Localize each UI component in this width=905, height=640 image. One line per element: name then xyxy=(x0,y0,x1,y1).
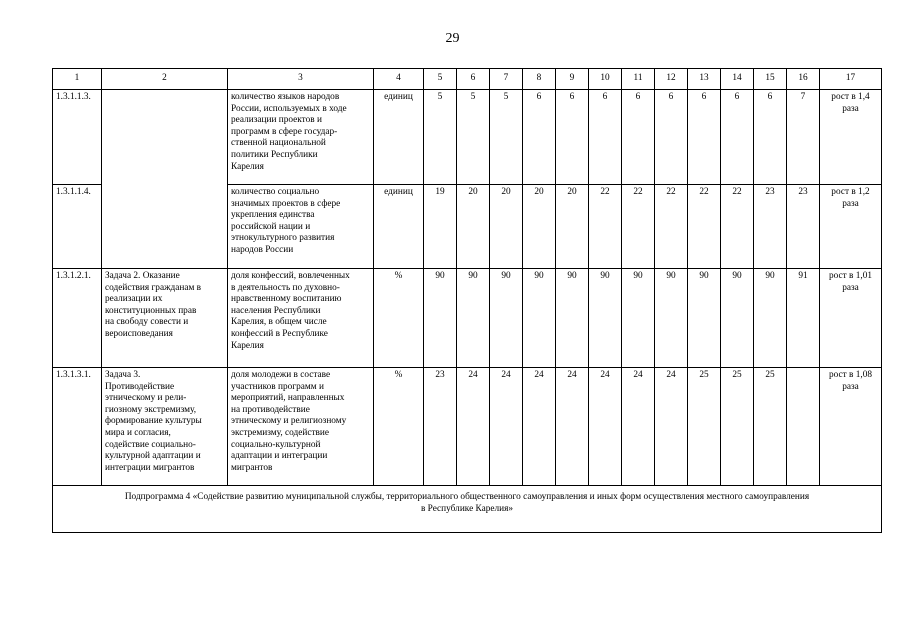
result-cell: рост в 1,2 раза xyxy=(820,185,882,269)
header-cell: 8 xyxy=(523,69,556,90)
value-cell: 24 xyxy=(622,368,655,486)
value-cell: 20 xyxy=(523,185,556,269)
value-cell: 25 xyxy=(688,368,721,486)
result-cell: рост в 1,01 раза xyxy=(820,269,882,368)
header-cell: 17 xyxy=(820,69,882,90)
value-cell: 22 xyxy=(655,185,688,269)
header-cell: 10 xyxy=(589,69,622,90)
value-cell: 90 xyxy=(688,269,721,368)
value-cell: 22 xyxy=(688,185,721,269)
value-cell xyxy=(787,368,820,486)
header-row xyxy=(53,69,882,90)
header-cell: 2 xyxy=(102,69,228,90)
unit-cell: % xyxy=(374,368,424,486)
value-cell: 24 xyxy=(589,368,622,486)
value-cell: 6 xyxy=(688,90,721,185)
value-cell: 20 xyxy=(490,185,523,269)
value-cell: 5 xyxy=(457,90,490,185)
result-cell: рост в 1,08 раза xyxy=(820,368,882,486)
value-cell: 6 xyxy=(622,90,655,185)
table-row xyxy=(53,368,882,486)
header-cell: 7 xyxy=(490,69,523,90)
header-cell: 3 xyxy=(228,69,374,90)
result-cell: рост в 1,4 раза xyxy=(820,90,882,185)
value-cell: 24 xyxy=(457,368,490,486)
value-cell: 19 xyxy=(424,185,457,269)
unit-cell: единиц xyxy=(374,90,424,185)
table-row xyxy=(53,269,882,368)
indicator-cell: количество языков народов России, используемых в ходе реализации проектов и программ в сфере государ- ственной национальной политики Республики Карелия xyxy=(228,90,374,185)
task-cell xyxy=(102,90,228,269)
value-cell: 5 xyxy=(490,90,523,185)
header-cell: 6 xyxy=(457,69,490,90)
value-cell: 90 xyxy=(655,269,688,368)
header-cell: 1 xyxy=(53,69,102,90)
value-cell: 24 xyxy=(655,368,688,486)
header-cell: 11 xyxy=(622,69,655,90)
value-cell: 90 xyxy=(589,269,622,368)
header-cell: 4 xyxy=(374,69,424,90)
value-cell: 90 xyxy=(424,269,457,368)
value-cell: 90 xyxy=(523,269,556,368)
value-cell: 6 xyxy=(589,90,622,185)
value-cell: 24 xyxy=(556,368,589,486)
value-cell: 90 xyxy=(490,269,523,368)
value-cell: 90 xyxy=(556,269,589,368)
value-cell: 6 xyxy=(523,90,556,185)
indicator-cell: количество социально значимых проектов в сфере укрепления единства российской нации и этнокультурного развития народов России xyxy=(228,185,374,269)
value-cell: 90 xyxy=(457,269,490,368)
value-cell: 22 xyxy=(589,185,622,269)
indicator-cell: доля конфессий, вовлеченных в деятельность по духовно- нравственному воспитанию населения Республики Карелия, в общем числе конфессий в Республике Карелия xyxy=(228,269,374,368)
indicators-table xyxy=(52,68,882,533)
value-cell: 25 xyxy=(754,368,787,486)
table-row xyxy=(53,90,882,185)
row-code: 1.3.1.2.1. xyxy=(53,269,102,368)
value-cell: 23 xyxy=(754,185,787,269)
indicator-cell: доля молодежи в составе участников программ и мероприятий, направленных на противодействие этническому и религиозному экстремизму, содействие социально-культурной адаптации и интеграции мигрантов xyxy=(228,368,374,486)
value-cell: 24 xyxy=(490,368,523,486)
subprogram-line-1: Подпрограмма 4 «Содействие развитию муниципальной службы, территориального общественного самоуправления и иных форм осуществления местного самоуправления xyxy=(124,492,810,502)
value-cell: 5 xyxy=(424,90,457,185)
value-cell: 90 xyxy=(721,269,754,368)
header-cell: 15 xyxy=(754,69,787,90)
page-number: 29 xyxy=(445,31,460,46)
unit-cell: единиц xyxy=(374,185,424,269)
value-cell: 20 xyxy=(457,185,490,269)
value-cell: 20 xyxy=(556,185,589,269)
value-cell: 6 xyxy=(556,90,589,185)
value-cell: 6 xyxy=(754,90,787,185)
row-code: 1.3.1.3.1. xyxy=(53,368,102,486)
subprogram-line-2: в Республике Карелия» xyxy=(420,503,514,514)
value-cell: 22 xyxy=(721,185,754,269)
value-cell: 25 xyxy=(721,368,754,486)
value-cell: 24 xyxy=(523,368,556,486)
subprogram-title xyxy=(53,486,882,533)
header-cell: 12 xyxy=(655,69,688,90)
subprogram-row xyxy=(53,486,882,533)
unit-cell: % xyxy=(374,269,424,368)
header-cell: 14 xyxy=(721,69,754,90)
header-cell: 13 xyxy=(688,69,721,90)
value-cell: 23 xyxy=(424,368,457,486)
value-cell: 22 xyxy=(622,185,655,269)
value-cell: 7 xyxy=(787,90,820,185)
value-cell: 90 xyxy=(754,269,787,368)
value-cell: 6 xyxy=(655,90,688,185)
row-code: 1.3.1.1.4. xyxy=(53,185,102,269)
value-cell: 6 xyxy=(721,90,754,185)
task-cell: Задача 3. Противодействие этническому и рели- гиозному экстремизму, формирование культуры мира и согласия, содействие социально- культурной адаптации и интеграции мигрантов xyxy=(102,368,228,486)
value-cell: 23 xyxy=(787,185,820,269)
value-cell: 91 xyxy=(787,269,820,368)
header-cell: 9 xyxy=(556,69,589,90)
header-cell: 5 xyxy=(424,69,457,90)
row-code: 1.3.1.1.3. xyxy=(53,90,102,185)
value-cell: 90 xyxy=(622,269,655,368)
header-cell: 16 xyxy=(787,69,820,90)
task-cell: Задача 2. Оказание содействия гражданам в реализации их конституционных прав на свободу совести и вероисповедания xyxy=(102,269,228,368)
